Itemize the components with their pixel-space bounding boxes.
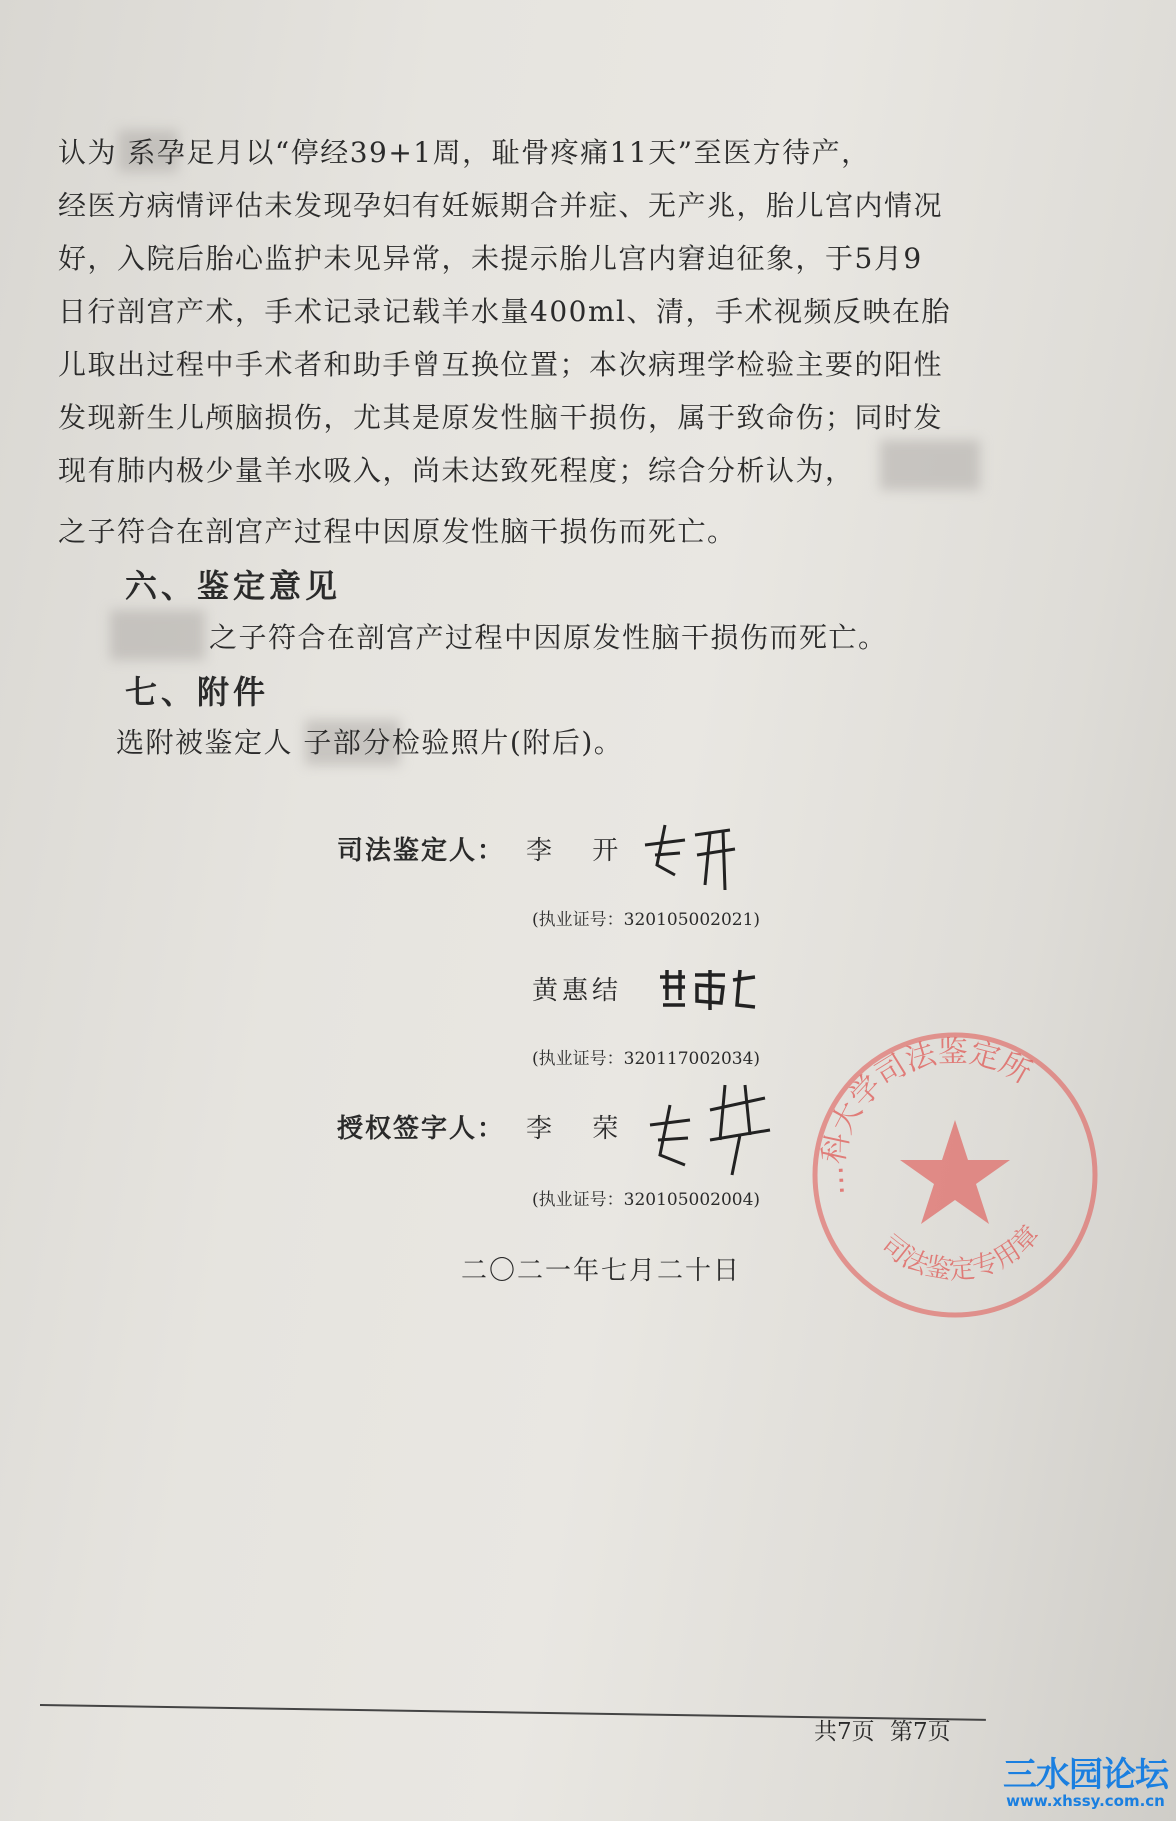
- authorizer-label: 授权签字人：: [337, 1114, 506, 1144]
- watermark: [1003, 1755, 1168, 1810]
- examiner2-signature: [655, 965, 765, 1015]
- examiner2-cert: (执业证号：320117002034): [532, 1049, 761, 1069]
- watermark-url: www.xhssy.com.cn: [1006, 1792, 1165, 1810]
- official-seal: [800, 1020, 1110, 1330]
- examiner-label: 司法鉴定人：: [337, 836, 506, 866]
- examiner1-signature: [635, 815, 745, 895]
- document-date: 二〇二一年七月二十日: [461, 1256, 742, 1286]
- redaction: [110, 610, 205, 660]
- section-heading-opinion: 六、鉴定意见: [125, 567, 342, 605]
- seal-bottom-text: 司法鉴定专用章: [875, 1219, 1046, 1287]
- body-line: 好，入院后胎心监护未见异常，未提示胎儿宫内窘迫征象，于5月9: [58, 242, 923, 275]
- body-line: 经医方病情评估未发现孕妇有妊娠期合并症、无产兆，胎儿宫内情况: [58, 189, 944, 222]
- authorizer-cert: (执业证号：320105002004): [532, 1190, 761, 1210]
- examiner2-name: 黄惠结: [532, 976, 623, 1006]
- examiner1-name: 李 开: [526, 836, 635, 866]
- body-line: 现有肺内极少量羊水吸入，尚未达致死程度；综合分析认为，: [58, 454, 855, 487]
- body-line: 认为 系孕足月以“停经39+1周，耻骨疼痛11天”至医方待产，: [58, 136, 871, 169]
- body-line: 发现新生儿颅脑损伤，尤其是原发性脑干损伤，属于致命伤；同时发: [58, 401, 944, 434]
- attachments-text: 选附被鉴定人 子部分检验照片(附后)。: [116, 726, 624, 759]
- page-number: 共7页 第7页: [814, 1719, 951, 1745]
- body-line: 儿取出过程中手术者和助手曾互换位置；本次病理学检验主要的阳性: [58, 348, 944, 381]
- authorizer-signature: [640, 1080, 780, 1185]
- seal-top-text: …科大学司法鉴定所: [815, 1034, 1037, 1197]
- opinion-text: 之子符合在剖宫产过程中因原发性脑干损伤而死亡。: [209, 621, 888, 654]
- body-line: 日行剖宫产术，手术记录记载羊水量400ml、清，手术视频反映在胎: [58, 295, 951, 328]
- authorizer-name: 李 荣: [526, 1114, 635, 1144]
- examiner1-cert: (执业证号：320105002021): [532, 910, 761, 930]
- redaction: [880, 440, 980, 490]
- body-line: 之子符合在剖宫产过程中因原发性脑干损伤而死亡。: [58, 515, 737, 548]
- svg-text:司法鉴定专用章: [875, 1220, 1045, 1286]
- section-heading-attachments: 七、附件: [125, 673, 270, 711]
- watermark-title: 三水园论坛: [1003, 1755, 1168, 1795]
